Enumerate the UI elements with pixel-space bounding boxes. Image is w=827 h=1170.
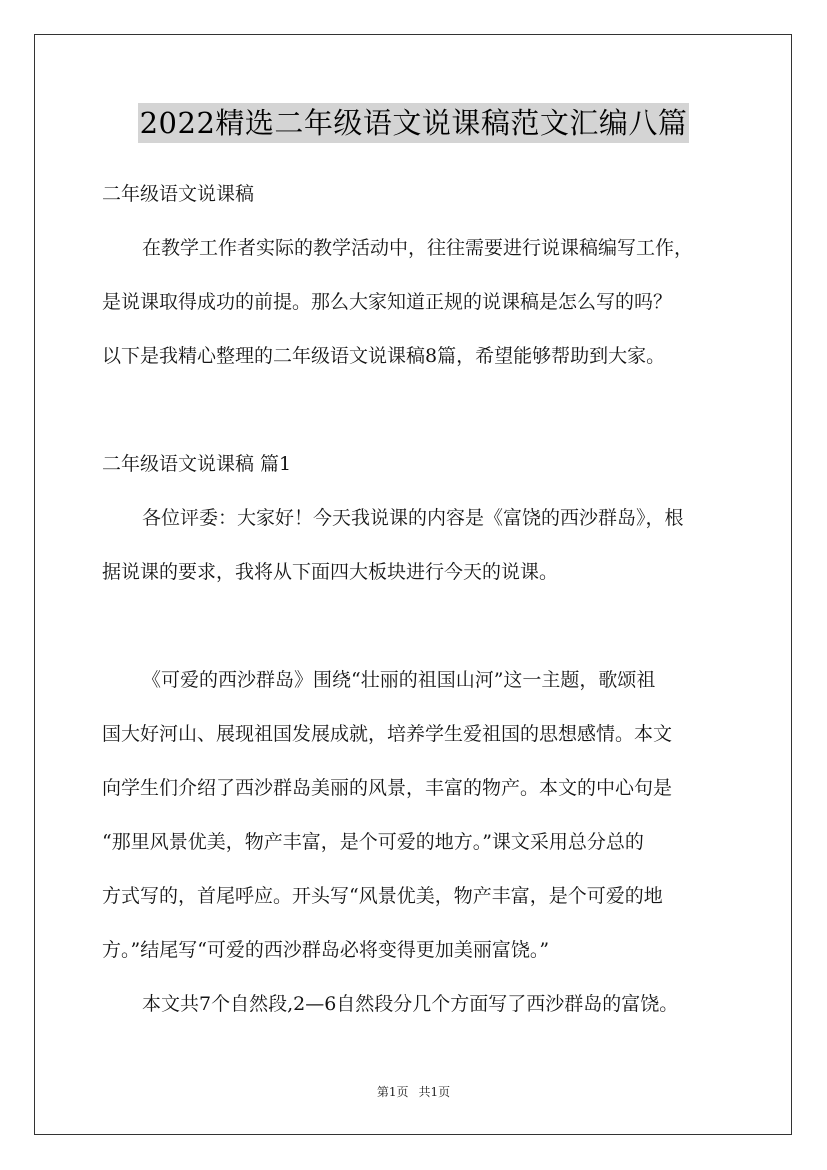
paragraph-line: 《可爱的西沙群岛》围绕“壮丽的祖国山河”这一主题，歌颂祖 bbox=[142, 669, 656, 691]
paragraph-line: 是说课取得成功的前提。那么大家知道正规的说课稿是怎么写的吗？ bbox=[102, 291, 673, 313]
paragraph-line: 以下是我精心整理的二年级语文说课稿8篇，希望能够帮助到大家。 bbox=[102, 345, 666, 367]
paragraph-line: 各位评委：大家好！今天我说课的内容是《富饶的西沙群岛》，根 bbox=[142, 507, 684, 529]
document-title: 2022精选二年级语文说课稿范文汇编八篇 bbox=[138, 103, 690, 143]
section-heading: 二年级语文说课稿 bbox=[102, 183, 255, 205]
page-footer bbox=[0, 1084, 827, 1100]
paragraph-line: 方式写的，首尾呼应。开头写“风景优美，物产丰富，是个可爱的地 bbox=[102, 885, 663, 907]
title-block bbox=[0, 103, 827, 143]
paragraph-line: 方。”结尾写“可爱的西沙群岛必将变得更加美丽富饶。” bbox=[102, 939, 550, 961]
paragraph-line: 据说课的要求，我将从下面四大板块进行今天的说课。 bbox=[102, 561, 559, 583]
paragraph-line: 在教学工作者实际的教学活动中，往往需要进行说课稿编写工作， bbox=[142, 237, 694, 259]
paragraph-line: 本文共7个自然段,2—6自然段分几个方面写了西沙群岛的富饶。 bbox=[142, 993, 679, 1015]
paragraph-line: 向学生们介绍了西沙群岛美丽的风景，丰富的物产。本文的中心句是 bbox=[102, 777, 673, 799]
section-heading: 二年级语文说课稿 篇1 bbox=[102, 453, 292, 475]
paragraph-line: 国大好河山、展现祖国发展成就，培养学生爱祖国的思想感情。本文 bbox=[102, 723, 673, 745]
page-number: 第1页 bbox=[376, 1085, 409, 1099]
paragraph-line: “那里风景优美，物产丰富，是个可爱的地方。”课文采用总分总的 bbox=[102, 831, 644, 853]
page-total: 共1页 bbox=[418, 1085, 451, 1099]
